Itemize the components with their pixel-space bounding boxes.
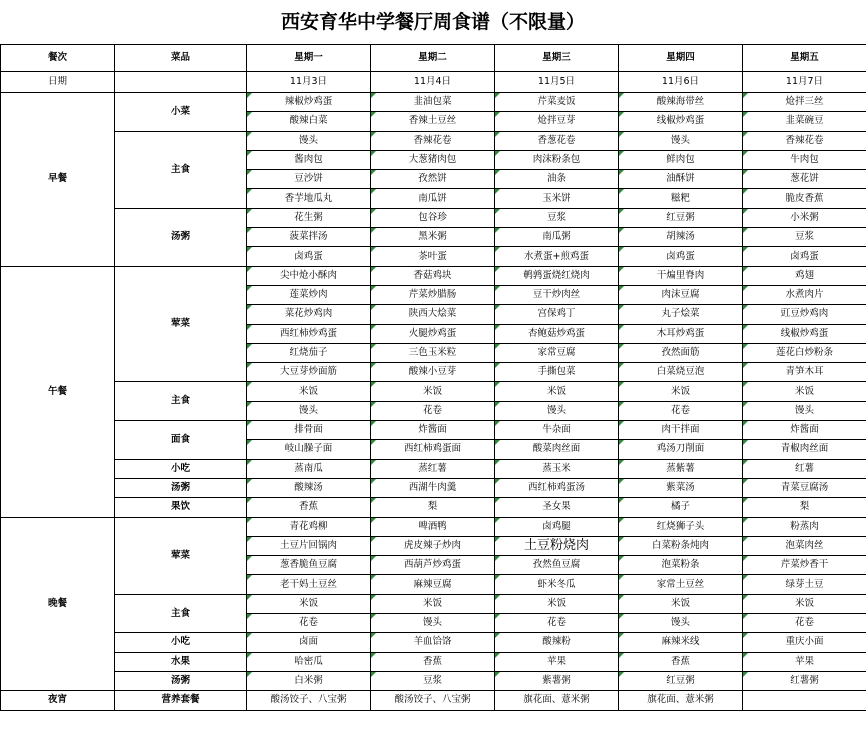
dish-cell: 炝拌豆芽	[495, 112, 619, 131]
dish-cell: 香辣花卷	[743, 131, 866, 150]
dish-cell: 菠菜拌汤	[247, 228, 371, 247]
dish-cell: 豆浆	[743, 228, 866, 247]
dish-cell: 绿芽土豆	[743, 575, 866, 594]
dish-cell: 红薯	[743, 459, 866, 478]
category-label: 主食	[115, 131, 247, 208]
dish-cell: 旗花面、薏米粥	[619, 691, 743, 710]
menu-row	[1, 421, 866, 440]
menu-row	[1, 93, 866, 112]
category-label: 水果	[115, 652, 247, 671]
menu-row	[1, 131, 866, 150]
dish-cell: 馒头	[247, 401, 371, 420]
dish-cell: 水煮肉片	[743, 285, 866, 304]
dish-cell: 红烧茄子	[247, 343, 371, 362]
meal-label: 午餐	[1, 266, 115, 517]
dish-cell: 苹果	[495, 652, 619, 671]
dish-cell: 白菜粉条炖肉	[619, 536, 743, 555]
dish-cell: 馒头	[247, 131, 371, 150]
dish-cell: 橘子	[619, 498, 743, 517]
dish-cell: 小米粥	[743, 208, 866, 227]
dish-cell: 线椒炒鸡蛋	[743, 324, 866, 343]
dish-cell: 线椒炒鸡蛋	[619, 112, 743, 131]
dish-cell: 青菜豆腐汤	[743, 478, 866, 497]
dish-cell: 馒头	[619, 131, 743, 150]
dish-cell: 青花鸡柳	[247, 517, 371, 536]
dish-cell	[743, 691, 866, 710]
dish-cell: 酸辣海带丝	[619, 93, 743, 112]
dish-cell: 西红柿鸡蛋汤	[495, 478, 619, 497]
dish-cell: 旗花面、薏米粥	[495, 691, 619, 710]
dish-cell: 岐山臊子面	[247, 440, 371, 459]
dish-cell: 牛肉包	[743, 150, 866, 169]
header-row	[1, 45, 866, 72]
dish-cell: 莲花白炒粉条	[743, 343, 866, 362]
dish-cell: 西湖牛肉羹	[371, 478, 495, 497]
dish-cell: 炸酱面	[371, 421, 495, 440]
dish-cell: 尖中炝小酥肉	[247, 266, 371, 285]
dish-cell: 梨	[371, 498, 495, 517]
category-label: 小吃	[115, 459, 247, 478]
dish-cell: 鸡汤刀削面	[619, 440, 743, 459]
dish-cell: 麻辣米线	[619, 633, 743, 652]
dish-cell: 杏鲍菇炒鸡蛋	[495, 324, 619, 343]
dish-cell: 酸汤饺子、八宝粥	[371, 691, 495, 710]
dish-cell: 糍粑	[619, 189, 743, 208]
dish-cell: 菜花炒鸡肉	[247, 305, 371, 324]
dish-cell: 白米粥	[247, 671, 371, 690]
category-label: 汤粥	[115, 671, 247, 690]
dish-cell: 酸辣小豆芽	[371, 363, 495, 382]
dish-cell: 红豆粥	[619, 671, 743, 690]
dish-cell: 葱香脆鱼豆腐	[247, 556, 371, 575]
header-day: 星期五	[743, 45, 866, 72]
dish-cell: 米饭	[247, 594, 371, 613]
dish-cell: 豆浆	[495, 208, 619, 227]
dish-cell: 土豆粉烧肉	[495, 536, 619, 555]
header-meal: 餐次	[1, 45, 115, 72]
dish-cell: 酸辣白菜	[247, 112, 371, 131]
dish-cell: 大葱猪肉包	[371, 150, 495, 169]
dish-cell: 泡菜粉条	[619, 556, 743, 575]
category-label: 汤粥	[115, 208, 247, 266]
date-row	[1, 72, 866, 93]
dish-cell: 红豆粥	[619, 208, 743, 227]
dish-cell: 手撕包菜	[495, 363, 619, 382]
dish-cell: 米饭	[247, 382, 371, 401]
dish-cell: 蒸玉米	[495, 459, 619, 478]
menu-row	[1, 478, 866, 497]
header-dish: 菜品	[115, 45, 247, 72]
dish-cell: 米饭	[371, 594, 495, 613]
dish-cell: 酸菜肉丝面	[495, 440, 619, 459]
dish-cell: 肉干拌面	[619, 421, 743, 440]
dish-cell: 玉米饼	[495, 189, 619, 208]
dish-cell: 老干妈土豆丝	[247, 575, 371, 594]
dish-cell: 西红柿炒鸡蛋	[247, 324, 371, 343]
date-blank	[115, 72, 247, 93]
dish-cell: 香蕉	[619, 652, 743, 671]
dish-cell: 重庆小面	[743, 633, 866, 652]
menu-row	[1, 459, 866, 478]
dish-cell: 蒸紫薯	[619, 459, 743, 478]
category-label: 果饮	[115, 498, 247, 517]
dish-cell: 丸子烩菜	[619, 305, 743, 324]
dish-cell: 豆浆	[371, 671, 495, 690]
dish-cell: 卤鸡腿	[495, 517, 619, 536]
dish-cell: 南瓜粥	[495, 228, 619, 247]
dish-cell: 米饭	[743, 382, 866, 401]
dish-cell: 米饭	[619, 594, 743, 613]
dish-cell: 香菇鸡块	[371, 266, 495, 285]
dish-cell: 馒头	[619, 614, 743, 633]
dish-cell: 香蕉	[371, 652, 495, 671]
dish-cell: 香辣花卷	[371, 131, 495, 150]
menu-row	[1, 208, 866, 227]
dish-cell: 花卷	[743, 614, 866, 633]
dish-cell: 米饭	[371, 382, 495, 401]
category-label: 汤粥	[115, 478, 247, 497]
menu-row	[1, 691, 866, 710]
category-label: 小吃	[115, 633, 247, 652]
dish-cell: 肉沫粉条包	[495, 150, 619, 169]
weekly-menu-table	[0, 44, 866, 711]
dish-cell: 香葱花卷	[495, 131, 619, 150]
dish-cell: 花卷	[619, 401, 743, 420]
dish-cell: 三色玉米粒	[371, 343, 495, 362]
dish-cell: 羊血饸饹	[371, 633, 495, 652]
dish-cell: 南瓜饼	[371, 189, 495, 208]
dish-cell: 紫菜汤	[619, 478, 743, 497]
date-cell: 11月7日	[743, 72, 866, 93]
dish-cell: 酸辣汤	[247, 478, 371, 497]
category-label: 主食	[115, 594, 247, 633]
dish-cell: 肉沫豆腐	[619, 285, 743, 304]
dish-cell: 西葫芦炒鸡蛋	[371, 556, 495, 575]
category-label: 主食	[115, 382, 247, 421]
dish-cell: 花生粥	[247, 208, 371, 227]
menu-row	[1, 671, 866, 690]
date-cell: 11月3日	[247, 72, 371, 93]
dish-cell: 酸汤饺子、八宝粥	[247, 691, 371, 710]
dish-cell: 豇豆炒鸡肉	[743, 305, 866, 324]
menu-row	[1, 382, 866, 401]
date-cell: 11月6日	[619, 72, 743, 93]
dish-cell: 炸酱面	[743, 421, 866, 440]
dish-cell: 芹菜炒腊肠	[371, 285, 495, 304]
meal-label: 晚餐	[1, 517, 115, 691]
dish-cell: 卤鸡蛋	[743, 247, 866, 266]
menu-row	[1, 594, 866, 613]
menu-row	[1, 517, 866, 536]
dish-cell: 卤鸡蛋	[619, 247, 743, 266]
dish-cell: 麻辣豆腐	[371, 575, 495, 594]
dish-cell: 香蕉	[247, 498, 371, 517]
dish-cell: 辣椒炒鸡蛋	[247, 93, 371, 112]
dish-cell: 黑米粥	[371, 228, 495, 247]
dish-cell: 虾米冬瓜	[495, 575, 619, 594]
page-title: 西安育华中学餐厅周食谱（不限量）	[280, 11, 585, 33]
dish-cell: 油酥饼	[619, 170, 743, 189]
dish-cell: 红薯粥	[743, 671, 866, 690]
dish-cell: 馒头	[495, 401, 619, 420]
dish-cell: 鹌鹑蛋烧红烧肉	[495, 266, 619, 285]
dish-cell: 馒头	[743, 401, 866, 420]
dish-cell: 米饭	[495, 594, 619, 613]
menu-table-body	[1, 45, 866, 711]
dish-cell: 酸辣粉	[495, 633, 619, 652]
dish-cell: 水煮蛋+煎鸡蛋	[495, 247, 619, 266]
dish-cell: 孜然面筋	[619, 343, 743, 362]
dish-cell: 土豆片回锅肉	[247, 536, 371, 555]
dish-cell: 虎皮辣子炒肉	[371, 536, 495, 555]
dish-cell: 花卷	[247, 614, 371, 633]
dish-cell: 蒸红薯	[371, 459, 495, 478]
dish-cell: 花卷	[371, 401, 495, 420]
dish-cell: 大豆芽炒面筋	[247, 363, 371, 382]
dish-cell: 青笋木耳	[743, 363, 866, 382]
dish-cell: 红烧狮子头	[619, 517, 743, 536]
dish-cell: 紫薯粥	[495, 671, 619, 690]
dish-cell: 青椒肉丝面	[743, 440, 866, 459]
dish-cell: 脆皮香蕉	[743, 189, 866, 208]
dish-cell: 鸡翅	[743, 266, 866, 285]
category-label: 荤菜	[115, 266, 247, 382]
dish-cell: 宫保鸡丁	[495, 305, 619, 324]
dish-cell: 莲菜炒肉	[247, 285, 371, 304]
dish-cell: 木耳炒鸡蛋	[619, 324, 743, 343]
dish-cell: 孜然鱼豆腐	[495, 556, 619, 575]
dish-cell: 豆干炒肉丝	[495, 285, 619, 304]
dish-cell: 酱肉包	[247, 150, 371, 169]
dish-cell: 哈密瓜	[247, 652, 371, 671]
dish-cell: 干煸里脊肉	[619, 266, 743, 285]
dish-cell: 卤鸡蛋	[247, 247, 371, 266]
category-label: 营养套餐	[115, 691, 247, 710]
dish-cell: 米饭	[495, 382, 619, 401]
menu-row	[1, 266, 866, 285]
dish-cell: 茶叶蛋	[371, 247, 495, 266]
date-cell: 11月4日	[371, 72, 495, 93]
dish-cell: 馒头	[371, 614, 495, 633]
dish-cell: 家常豆腐	[495, 343, 619, 362]
dish-cell: 豆沙饼	[247, 170, 371, 189]
dish-cell: 陕西大烩菜	[371, 305, 495, 324]
dish-cell: 香辣土豆丝	[371, 112, 495, 131]
dish-cell: 葱花饼	[743, 170, 866, 189]
dish-cell: 芹菜炒香干	[743, 556, 866, 575]
date-cell: 11月5日	[495, 72, 619, 93]
dish-cell: 圣女果	[495, 498, 619, 517]
dish-cell: 卤面	[247, 633, 371, 652]
dish-cell: 炝拌三丝	[743, 93, 866, 112]
dish-cell: 梨	[743, 498, 866, 517]
menu-row	[1, 633, 866, 652]
category-label: 面食	[115, 421, 247, 460]
dish-cell: 香芋地瓜丸	[247, 189, 371, 208]
dish-cell: 排骨面	[247, 421, 371, 440]
dish-cell: 蒸南瓜	[247, 459, 371, 478]
header-day: 星期三	[495, 45, 619, 72]
meal-label: 夜宵	[1, 691, 115, 710]
dish-cell: 鲜肉包	[619, 150, 743, 169]
dish-cell: 啤酒鸭	[371, 517, 495, 536]
dish-cell: 韭油包菜	[371, 93, 495, 112]
menu-row	[1, 498, 866, 517]
category-label: 荤菜	[115, 517, 247, 594]
dish-cell: 韭菜碗豆	[743, 112, 866, 131]
dish-cell: 米饭	[743, 594, 866, 613]
dish-cell: 火腿炒鸡蛋	[371, 324, 495, 343]
dish-cell: 苹果	[743, 652, 866, 671]
dish-cell: 牛杂面	[495, 421, 619, 440]
header-day: 星期四	[619, 45, 743, 72]
header-day: 星期一	[247, 45, 371, 72]
dish-cell: 包谷珍	[371, 208, 495, 227]
dish-cell: 油条	[495, 170, 619, 189]
dish-cell: 泡菜肉丝	[743, 536, 866, 555]
dish-cell: 孜然饼	[371, 170, 495, 189]
date-label: 日期	[1, 72, 115, 93]
meal-label: 早餐	[1, 93, 115, 267]
dish-cell: 花卷	[495, 614, 619, 633]
dish-cell: 米饭	[619, 382, 743, 401]
dish-cell: 白菜烧豆泡	[619, 363, 743, 382]
dish-cell: 芹菜麦饭	[495, 93, 619, 112]
dish-cell: 西红柿鸡蛋面	[371, 440, 495, 459]
dish-cell: 粉蒸肉	[743, 517, 866, 536]
header-day: 星期二	[371, 45, 495, 72]
category-label: 小菜	[115, 93, 247, 132]
dish-cell: 胡辣汤	[619, 228, 743, 247]
dish-cell: 家常土豆丝	[619, 575, 743, 594]
menu-row	[1, 652, 866, 671]
